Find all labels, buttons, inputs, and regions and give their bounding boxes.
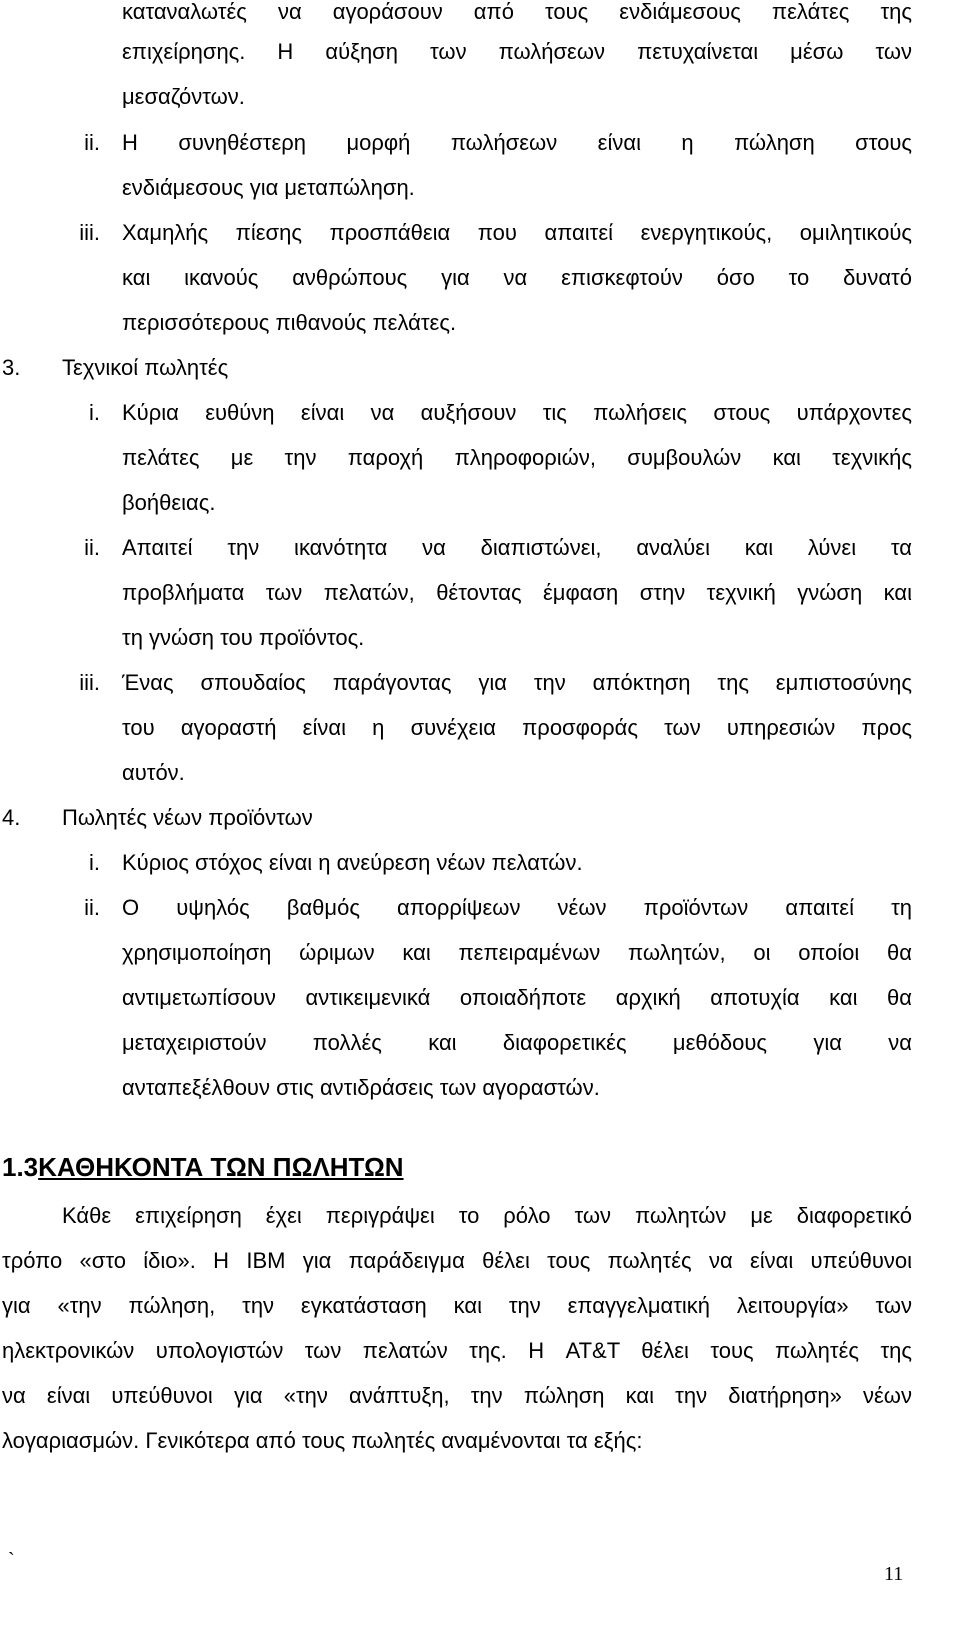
paragraph-line: τρόπο «στο ίδιο». Η IBM για παράδειγμα θέλει τους πωλητές να είναι υπεύθυνοι (2, 1248, 912, 1273)
footer-mark: ` (8, 1549, 15, 1571)
list-item-line: περισσότερους πιθανούς πελάτες. (122, 310, 457, 335)
list-marker: i. (89, 850, 100, 875)
list-item-line: Κύριος στόχος είναι η ανεύρεση νέων πελατών. (122, 850, 583, 875)
section-4-number: 4. (2, 805, 21, 830)
section-heading-number: 1.3 (2, 1152, 39, 1182)
list-item-line: πελάτες με την παροχή πληροφοριών, συμβουλών και τεχνικής (122, 445, 912, 470)
continuation-line-1: καταναλωτές να αγοράσουν από τους ενδιάμεσους πελάτες της (122, 0, 912, 24)
section-3-number: 3. (2, 355, 21, 380)
list-marker: ii. (84, 130, 100, 155)
list-marker: ii. (84, 895, 100, 920)
list-item-line: αντιμετωπίσουν αντικειμενικά οποιαδήποτε αρχική αποτυχία και θα (122, 985, 912, 1010)
list-marker: ii. (84, 535, 100, 560)
list-item-line: Ο υψηλός βαθμός απορρίψεων νέων προϊόντων απαιτεί τη (122, 895, 912, 920)
list-item-line: Απαιτεί την ικανότητα να διαπιστώνει, αναλύει και λύνει τα (122, 535, 912, 560)
paragraph-line: Κάθε επιχείρηση έχει περιγράψει το ρόλο των πωλητών με διαφορετικό (62, 1203, 912, 1228)
list-marker: iii. (79, 670, 100, 695)
paragraph-line: ηλεκτρονικών υπολογιστών των πελατών της. Η AT&T θέλει τους πωλητές της (2, 1338, 912, 1363)
list-item-line: χρησιμοποίηση ώριμων και πεπειραμένων πωλητών, οι οποίοι θα (122, 940, 912, 965)
list-item-line: ανταπεξέλθουν στις αντιδράσεις των αγοραστών. (122, 1075, 600, 1100)
list-item-line: ενδιάμεσους για μεταπώληση. (122, 175, 415, 200)
list-item-line: βοήθειας. (122, 490, 216, 515)
list-item-line: και ικανούς ανθρώπους για να επισκεφτούν όσο το δυνατό (122, 265, 912, 290)
list-item-line: Κύρια ευθύνη είναι να αυξήσουν τις πωλήσεις στους υπάρχοντες (122, 400, 912, 425)
continuation-line-2: επιχείρησης. Η αύξηση των πωλήσεων πετυχαίνεται μέσω των (122, 39, 912, 64)
page-number: 11 (884, 1563, 904, 1585)
list-marker: iii. (79, 220, 100, 245)
paragraph-line: λογαριασμών. Γενικότερα από τους πωλητές αναμένονται τα εξής: (2, 1428, 643, 1453)
paragraph-line: να είναι υπεύθυνοι για «την ανάπτυξη, την πώληση και την διατήρηση» νέων (2, 1383, 912, 1408)
list-item-line: Χαμηλής πίεσης προσπάθεια που απαιτεί ενεργητικούς, ομιλητικούς (122, 220, 912, 245)
list-item-line: προβλήματα των πελατών, θέτοντας έμφαση στην τεχνική γνώση και (122, 580, 912, 605)
paragraph-line: για «την πώληση, την εγκατάσταση και την επαγγελματική λειτουργία» των (2, 1293, 912, 1318)
list-item-line: του αγοραστή είναι η συνέχεια προσφοράς των υπηρεσιών προς (122, 715, 912, 740)
list-item-line: Η συνηθέστερη μορφή πωλήσεων είναι η πώληση στους (122, 130, 912, 155)
list-marker: i. (89, 400, 100, 425)
section-heading-title: ΚΑΘΗΚΟΝΤΑ ΤΩΝ ΠΩΛΗΤΩΝ (38, 1152, 404, 1182)
continuation-line-3: μεσαζόντων. (122, 84, 245, 109)
list-item-line: τη γνώση του προϊόντος. (122, 625, 365, 650)
list-item-line: μεταχειριστούν πολλές και διαφορετικές μεθόδους για να (122, 1030, 912, 1055)
list-item-line: Ένας σπουδαίος παράγοντας για την απόκτηση της εμπιστοσύνης (122, 670, 912, 695)
section-heading (2, 1150, 404, 1184)
section-4-title: Πωλητές νέων προϊόντων (62, 805, 313, 830)
list-item-line: αυτόν. (122, 760, 185, 785)
section-3-title: Τεχνικοί πωλητές (62, 355, 229, 380)
